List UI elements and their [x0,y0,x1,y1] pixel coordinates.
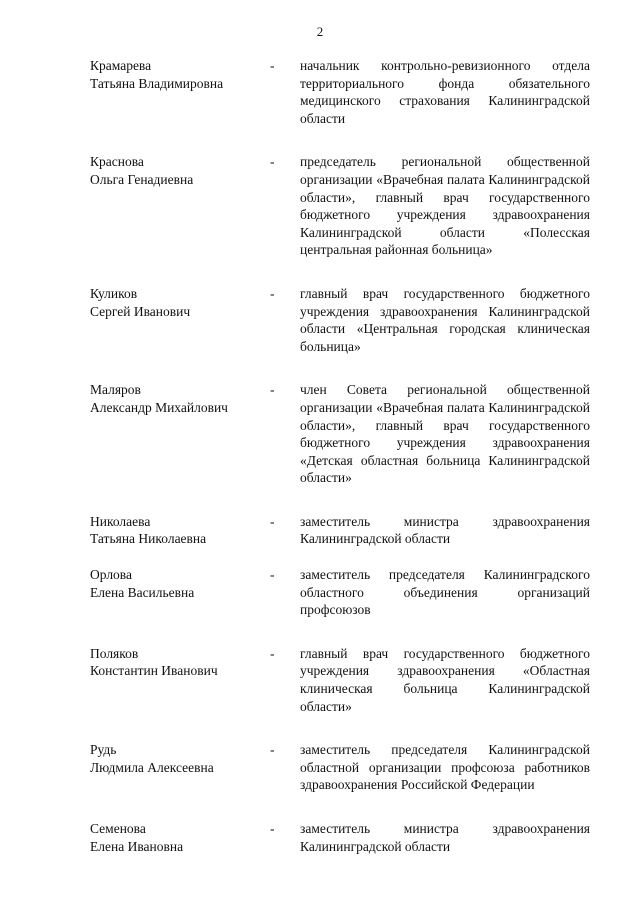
member-entry [90,381,590,487]
member-surname: Куликов [90,285,138,301]
member-surname: Поляков [90,645,139,661]
member-given-name: Людмила Алексеевна [90,759,214,775]
member-name [90,153,268,259]
member-name [90,820,268,855]
member-role: председатель региональной общественной организации «Врачебная палата Калининградской области», главный врач государственного бюджетного учреждения здравоохранения Калининградской области «Полесская центральная районная больница» [300,154,590,258]
member-name [90,741,268,794]
member-surname: Рудь [90,742,117,758]
member-name [90,381,268,487]
member-name [90,645,268,715]
member-given-name: Елена Ивановна [90,838,184,854]
dash-separator: - [270,285,275,301]
member-entry [90,513,590,548]
member-role: заместитель министра здравоохранения Калининградской области [300,513,590,547]
member-entry [90,285,590,355]
member-given-name: Ольга Генадиевна [90,171,194,187]
member-role: заместитель председателя Калининградской областной организации профсоюза работников здравоохранения Российской Федерации [300,742,590,793]
dash-separator: - [270,742,275,758]
dash-separator: - [270,821,275,836]
dash-separator: - [270,513,275,529]
member-surname: Краснова [90,154,144,170]
dash-separator: - [270,58,275,73]
member-entry [90,820,590,855]
member-role: начальник контрольно-ревизионного отдела территориального фонда обязательного медицинского страхования Калининградской области [300,58,590,126]
member-surname: Маляров [90,382,141,398]
member-entry [90,153,590,259]
member-role: главный врач государственного бюджетного учреждения здравоохранения «Областная клиническая больница Калининградской области» [300,645,590,714]
member-entry [90,645,590,715]
member-entry [90,57,590,127]
member-role: главный врач государственного бюджетного учреждения здравоохранения Калининградской области «Центральная городская клиническая больница» [300,285,590,354]
member-list [90,57,590,855]
member-surname: Орлова [90,567,132,583]
member-role: заместитель министра здравоохранения Калининградской области [300,821,590,854]
member-role: член Совета региональной общественной организации «Врачебная палата Калининградской области», главный врач государственного бюджетного учреждения здравоохранения «Детская областная больница Калининградской области» [300,382,590,486]
member-name [90,285,268,355]
member-given-name: Татьяна Николаевна [90,531,207,547]
member-given-name: Сергей Иванович [90,303,191,319]
member-surname: Семенова [90,821,146,836]
page-number: 2 [316,24,324,39]
member-given-name: Александр Михайлович [90,399,228,415]
member-name [90,513,268,548]
member-surname: Николаева [90,513,151,529]
member-role: заместитель председателя Калининградского областного объединения организаций профсоюзов [300,567,590,618]
member-name [90,57,268,127]
dash-separator: - [270,154,275,170]
member-given-name: Татьяна Владимировна [90,75,224,91]
member-surname: Крамарева [90,58,152,73]
dash-separator: - [270,645,275,661]
dash-separator: - [270,567,275,583]
member-entry [90,566,590,619]
member-entry [90,741,590,794]
member-given-name: Елена Васильевна [90,584,195,600]
member-given-name: Константин Иванович [90,663,218,679]
dash-separator: - [270,382,275,398]
member-name [90,566,268,619]
